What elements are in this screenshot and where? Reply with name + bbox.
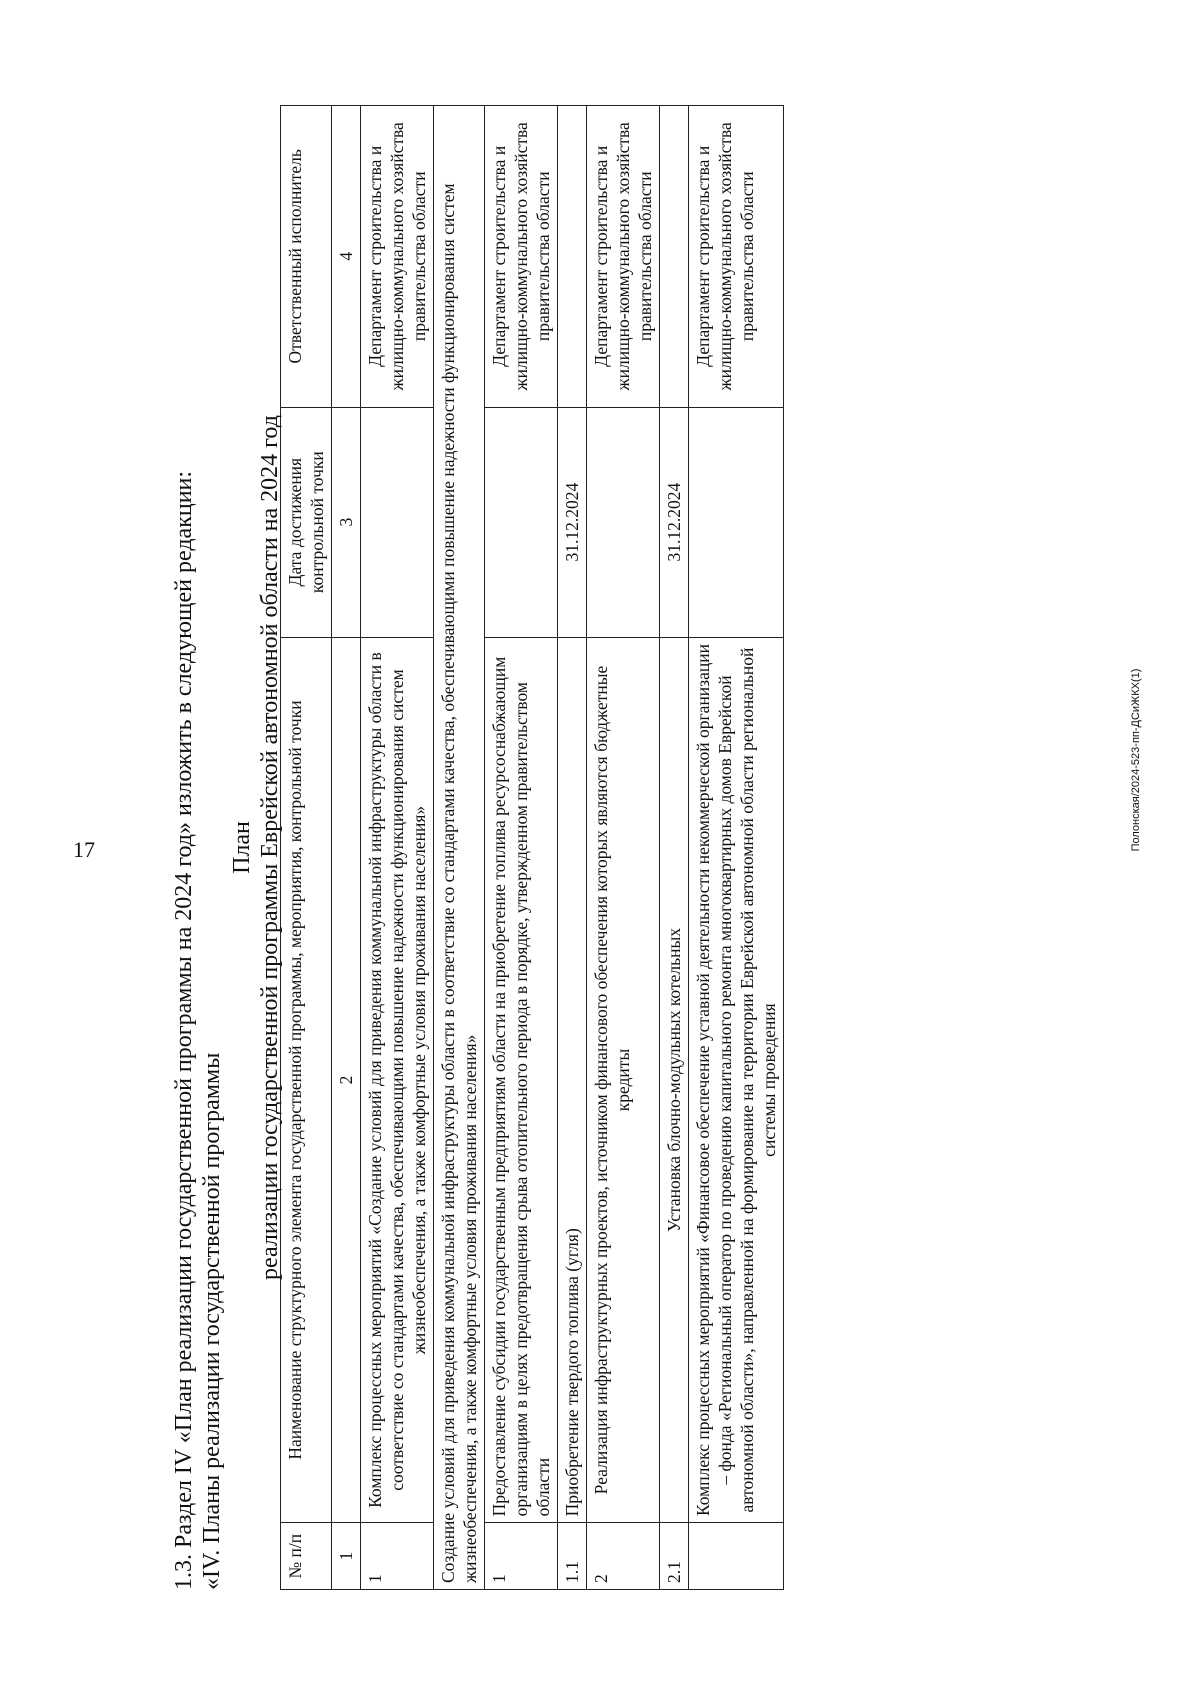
column-number: 3 [332, 407, 361, 637]
header-number: № п/п [281, 1523, 332, 1590]
row-number: 2.1 [660, 1523, 689, 1590]
column-number: 1 [332, 1523, 361, 1590]
rotated-page-content [170, 105, 1020, 1590]
column-number: 4 [332, 106, 361, 408]
row-date [361, 407, 434, 637]
header-responsible: Ответственный исполнитель [281, 106, 332, 408]
row-name: Комплекс процессных мероприятий «Финансовое обеспечение уставной деятельности некоммерческой организации – фонда «Региональный оператор по проведению капитального ремонта многоквартирных домов Еврейской автономной области», направленной на формирование на территории Еврейской автономной области региональной системы проведения [689, 637, 784, 1523]
plan-title: План [229, 821, 255, 874]
table-header-row [281, 106, 332, 1590]
row-number: 1 [485, 1523, 558, 1590]
row-name: Реализация инфраструктурных проектов, источником финансового обеспечения которых являются бюджетные кредиты [587, 637, 660, 1523]
row-number: 2 [587, 1523, 660, 1590]
row-responsible: Департамент строительства и жилищно-коммунального хозяйства правительства области [485, 106, 558, 408]
row-name: Комплекс процессных мероприятий «Создание условий для приведения коммунальной инфраструктуры области в соответствие со стандартами качества, обеспечивающими повышение надежности функционирования систем жизнеобеспечения, а также комфортные условия проживания населения» [361, 637, 434, 1523]
table-row [558, 106, 587, 1590]
row-number: 1.1 [558, 1523, 587, 1590]
header-name: Наименование структурного элемента государственной программы, мероприятия, контрольной точки [281, 637, 332, 1523]
row-responsible [558, 106, 587, 408]
table-row [587, 106, 660, 1590]
row-date [485, 407, 558, 637]
row-date: 31.12.2024 [660, 407, 689, 637]
table-row [361, 106, 434, 1590]
intro-line-2: «IV. Планы реализации государственной программы [199, 1052, 225, 1590]
table-row [660, 106, 689, 1590]
footer-code: Полонская/2024-523-пп-ДСиЖКХ(1) [1130, 668, 1142, 852]
row-number [689, 1523, 784, 1590]
row-responsible: Департамент строительства и жилищно-коммунального хозяйства правительства области [587, 106, 660, 408]
row-number: 1 [361, 1523, 434, 1590]
row-responsible [660, 106, 689, 408]
row-responsible: Департамент строительства и жилищно-коммунального хозяйства правительства области [361, 106, 434, 408]
table-row [485, 106, 558, 1590]
table-row-span [434, 106, 485, 1590]
row-span-text: Создание условий для приведения коммунальной инфраструктуры области в соответствие со стандартами качества, обеспечивающими повышение надежности функционирования систем жизнеобеспечения, а также комфортные условия проживания населения» [434, 106, 485, 1590]
table-column-numbers-row [332, 106, 361, 1590]
row-name: Приобретение твердого топлива (угля) [558, 637, 587, 1523]
header-date: Дата достижения контрольной точки [281, 407, 332, 637]
row-name: Установка блочно-модульных котельных [660, 637, 689, 1523]
row-date: 31.12.2024 [558, 407, 587, 637]
table-row [689, 106, 784, 1590]
plan-table [280, 105, 784, 1590]
row-date [689, 407, 784, 637]
plan-subtitle: реализации государственной программы Еврейской автономной области на 2024 год [257, 415, 283, 1280]
page-number: 17 [73, 837, 95, 862]
intro-line-1: 1.3. Раздел IV «План реализации государственной программы на 2024 год» изложить в следующей редакции: [171, 470, 197, 1590]
row-name: Предоставление субсидии государственным предприятиям области на приобретение топлива ресурсоснабжающим организациям в целях предотвращения срыва отопительного периода в порядке, утвержденном правительством области [485, 637, 558, 1523]
row-date [587, 407, 660, 637]
column-number: 2 [332, 637, 361, 1523]
row-responsible: Департамент строительства и жилищно-коммунального хозяйства правительства области [689, 106, 784, 408]
